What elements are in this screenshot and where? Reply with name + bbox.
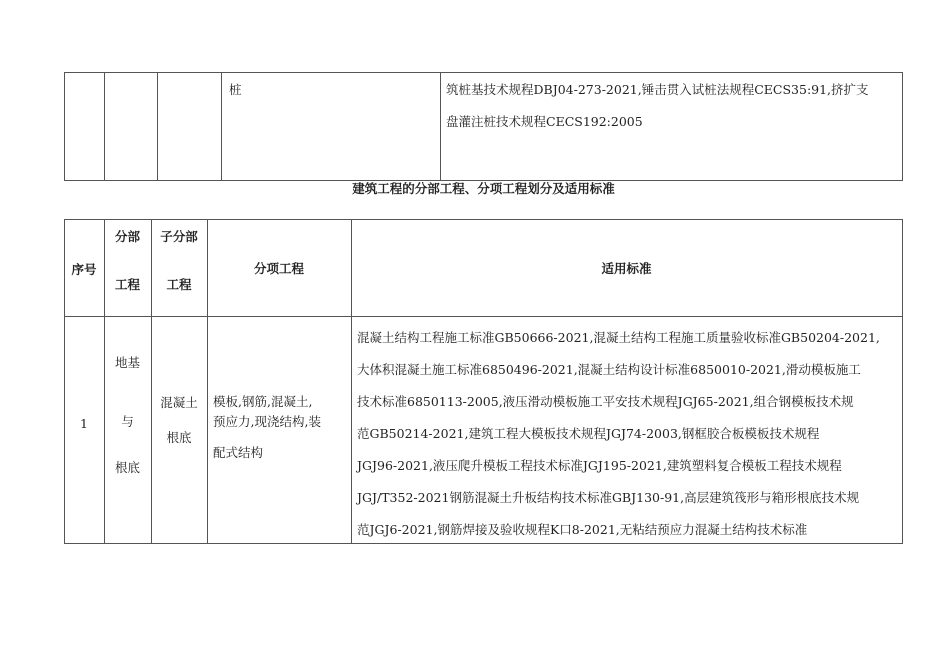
header-item: 分项工程 — [253, 261, 304, 276]
row-subdivision: 根底 — [166, 430, 192, 445]
row-division: 与 — [121, 414, 134, 429]
main-table-divider-1 — [104, 219, 105, 544]
row-standard-line: 技术标准6850113-2005,液压滑动模板施工平安技术规程JGJ65-2021,组合钢模板技术规 — [357, 394, 854, 409]
main-table-divider-2 — [151, 219, 152, 544]
top-table-item-cell: 桩 — [229, 82, 242, 97]
header-division: 工程 — [114, 277, 140, 292]
header-subdivision: 工程 — [166, 277, 192, 292]
top-table-divider-1 — [104, 72, 105, 181]
main-table-border-right — [902, 219, 903, 544]
header-subdivision: 子分部 — [160, 229, 198, 244]
header-seq: 序号 — [71, 262, 97, 277]
top-table-border-left — [64, 72, 65, 181]
header-division: 分部 — [114, 229, 140, 244]
row-standard-line: 大体积混凝土施工标准6850496-2021,混凝土结构设计标准6850010-2021,滑动模板施工 — [357, 362, 861, 377]
top-table-divider-4 — [440, 72, 441, 181]
top-table-divider-2 — [157, 72, 158, 181]
row-division: 根底 — [114, 460, 140, 475]
row-standard-line: 范JGJ6-2021,钢筋焊接及验收规程K口8-2021,无粘结预应力混凝土结构技术标准 — [357, 522, 808, 537]
row-item-line: 配式结构 — [213, 445, 264, 460]
top-table-divider-3 — [221, 72, 222, 181]
row-item-line: 预应力,现浇结构,装 — [213, 414, 321, 429]
main-table-header-separator — [64, 316, 903, 317]
row-standard-line: JGJ96-2021,液压爬升模板工程技术标准JGJ195-2021,建筑塑料复合模板工程技术规程 — [357, 458, 842, 473]
row-item-line: 模板,钢筋,混凝土, — [213, 394, 313, 409]
header-standard: 适用标准 — [601, 261, 652, 276]
section-title: 建筑工程的分部工程、分项工程划分及适用标准 — [352, 181, 615, 196]
row-division: 地基 — [114, 355, 140, 370]
row-standard-line: JGJ/T352-2021钢筋混凝土升板结构技术标准GBJ130-91,高层建筑筏形与箱形根底技术规 — [357, 490, 860, 505]
row-standard-line: 范GB50214-2021,建筑工程大模板技术规程JGJ74-2003,钢框胶合板模板技术规程 — [357, 426, 820, 441]
top-table-border-right — [902, 72, 903, 181]
row-subdivision: 混凝土 — [160, 395, 198, 410]
main-table-border-top — [64, 219, 903, 220]
row-seq: 1 — [80, 416, 88, 431]
main-table-border-bottom — [64, 543, 903, 544]
top-table-standard-line: 筑桩基技术规程DBJ04-273-2021,锤击贯入试桩法规程CECS35:91,挤扩支 — [446, 82, 869, 97]
row-standard-line: 混凝土结构工程施工标准GB50666-2021,混凝土结构工程施工质量验收标准GB50204-2021, — [357, 330, 880, 345]
top-table-border-top — [64, 72, 903, 73]
top-table-standard-line: 盘灌注桩技术规程CECS192:2005 — [446, 114, 643, 129]
